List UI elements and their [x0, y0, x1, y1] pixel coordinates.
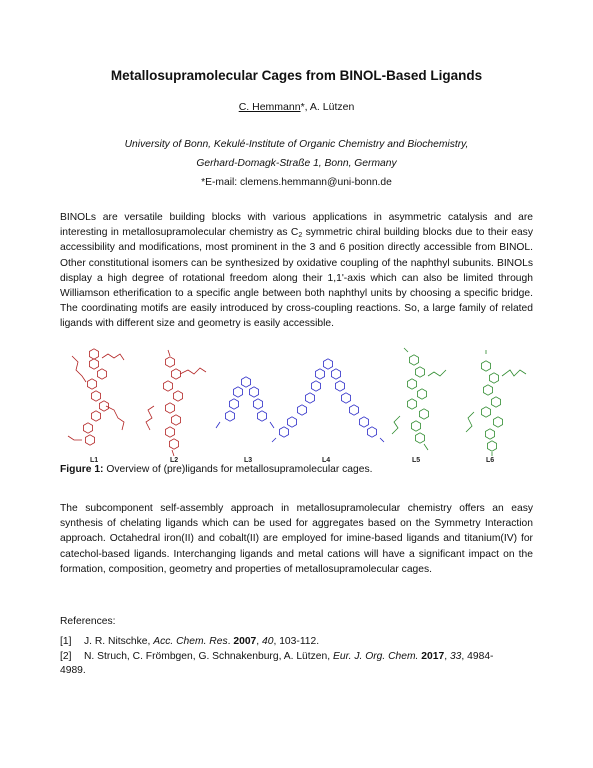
paper-title: Metallosupramolecular Cages from BINOL-Based Ligands	[110, 68, 483, 83]
abstract-text-a: BINOLs are versatile building blocks with various applications in asymmetric catalysis and are interesting in metallosupramolecular chemistry as C	[60, 212, 533, 239]
ligand-L2-structure	[146, 350, 206, 456]
body-paragraph-2: The subcomponent self-assembly approach in metallosupramolecular chemistry offers an easy synthesis of chelating ligands which can be used for aggregates based on the Symmetry Interaction approach. Octahedral iron(II) and cobalt(II) are employed for imine-based ligands and titanium(IV) for catechol-based ligands. Interchanging ligands and metal cations will have a significant impact on the formation, composition, geometry and properties of metallosupramolecular cages.	[60, 503, 533, 575]
abstract-paragraph	[60, 210, 533, 332]
ligand-L3-structure	[216, 377, 274, 428]
ligand-label-L1: L1	[90, 457, 99, 464]
figure-label: Figure 1:	[60, 464, 104, 475]
ligand-label-L5: L5	[412, 457, 421, 464]
ref-separator: .	[227, 636, 234, 647]
reference-2-continuation: 4989.	[60, 665, 86, 676]
figure-caption	[60, 464, 372, 475]
ref-journal: Eur. J. Org. Chem.	[332, 651, 419, 662]
ligand-L6-structure	[466, 350, 526, 456]
reference-2	[60, 650, 530, 664]
ligand-L1-structure	[68, 349, 124, 445]
affiliation-line-1: University of Bonn, Kekulé-Institute of Organic Chemistry and Biochemistry,	[124, 139, 469, 150]
ligand-label-L4: L4	[322, 457, 331, 464]
ref-authors: N. Struch, C. Frömbgen, G. Schnakenburg, A. Lützen,	[84, 651, 333, 662]
ref-authors: J. R. Nitschke,	[84, 636, 154, 647]
ref-pages: , 103-112.	[273, 636, 320, 647]
ref-volume: 33	[449, 651, 462, 662]
ref-number: [1]	[60, 636, 72, 647]
ligand-label-L2: L2	[170, 457, 179, 464]
ligand-label-L3: L3	[244, 457, 253, 464]
author-line	[0, 101, 593, 113]
ref-pages: , 4984-	[461, 651, 494, 662]
ligand-L4-structure	[272, 359, 384, 442]
ligand-overview-figure	[60, 346, 538, 464]
ref-volume: 40	[262, 636, 274, 647]
ref-journal: Acc. Chem. Res	[153, 636, 228, 647]
author-separator: ,	[304, 101, 310, 113]
email-line: *E-mail: clemens.hemmann@uni-bonn.de	[201, 177, 392, 188]
ref-number: [2]	[60, 651, 72, 662]
reference-1	[60, 635, 530, 649]
caption-text: Overview of (pre)ligands for metallosupramolecular cages.	[103, 464, 373, 475]
ref-year: 2017	[421, 651, 445, 662]
ligand-L5-structure	[392, 348, 446, 450]
affiliation-line-2: Gerhard-Domagk-Straße 1, Bonn, Germany	[196, 158, 397, 169]
coauthor: A. Lützen	[309, 101, 355, 113]
abstract-text-b: symmetric chiral building blocks due to their easy accessibility and modifications, most prominent in the 3 and 6 position directly accessible from BINOL. Other constitutional isomers can be synthesized by oxidative coupling of the naphthyl subunits. BINOLs display a high degree of rotational freedom along their 1,1'-axis which can also be limited through Williamson etherification to a specific angle between both naphthyl units by choosing a specific bridge. The coordinating motifs are easily introduced by cross-coupling reactions. So, a large family of related ligands with different size and geometry is easily accessible.	[60, 227, 533, 330]
ref-year: 2007	[233, 636, 257, 647]
corresponding-marker: *	[300, 101, 305, 113]
ref-separator: ,	[444, 651, 450, 662]
ref-separator: ,	[256, 636, 263, 647]
subscript-2: 2	[298, 232, 303, 240]
presenting-author: C. Hemmann	[238, 101, 301, 113]
ligand-label-L6: L6	[486, 457, 495, 464]
references-heading: References:	[60, 616, 116, 627]
